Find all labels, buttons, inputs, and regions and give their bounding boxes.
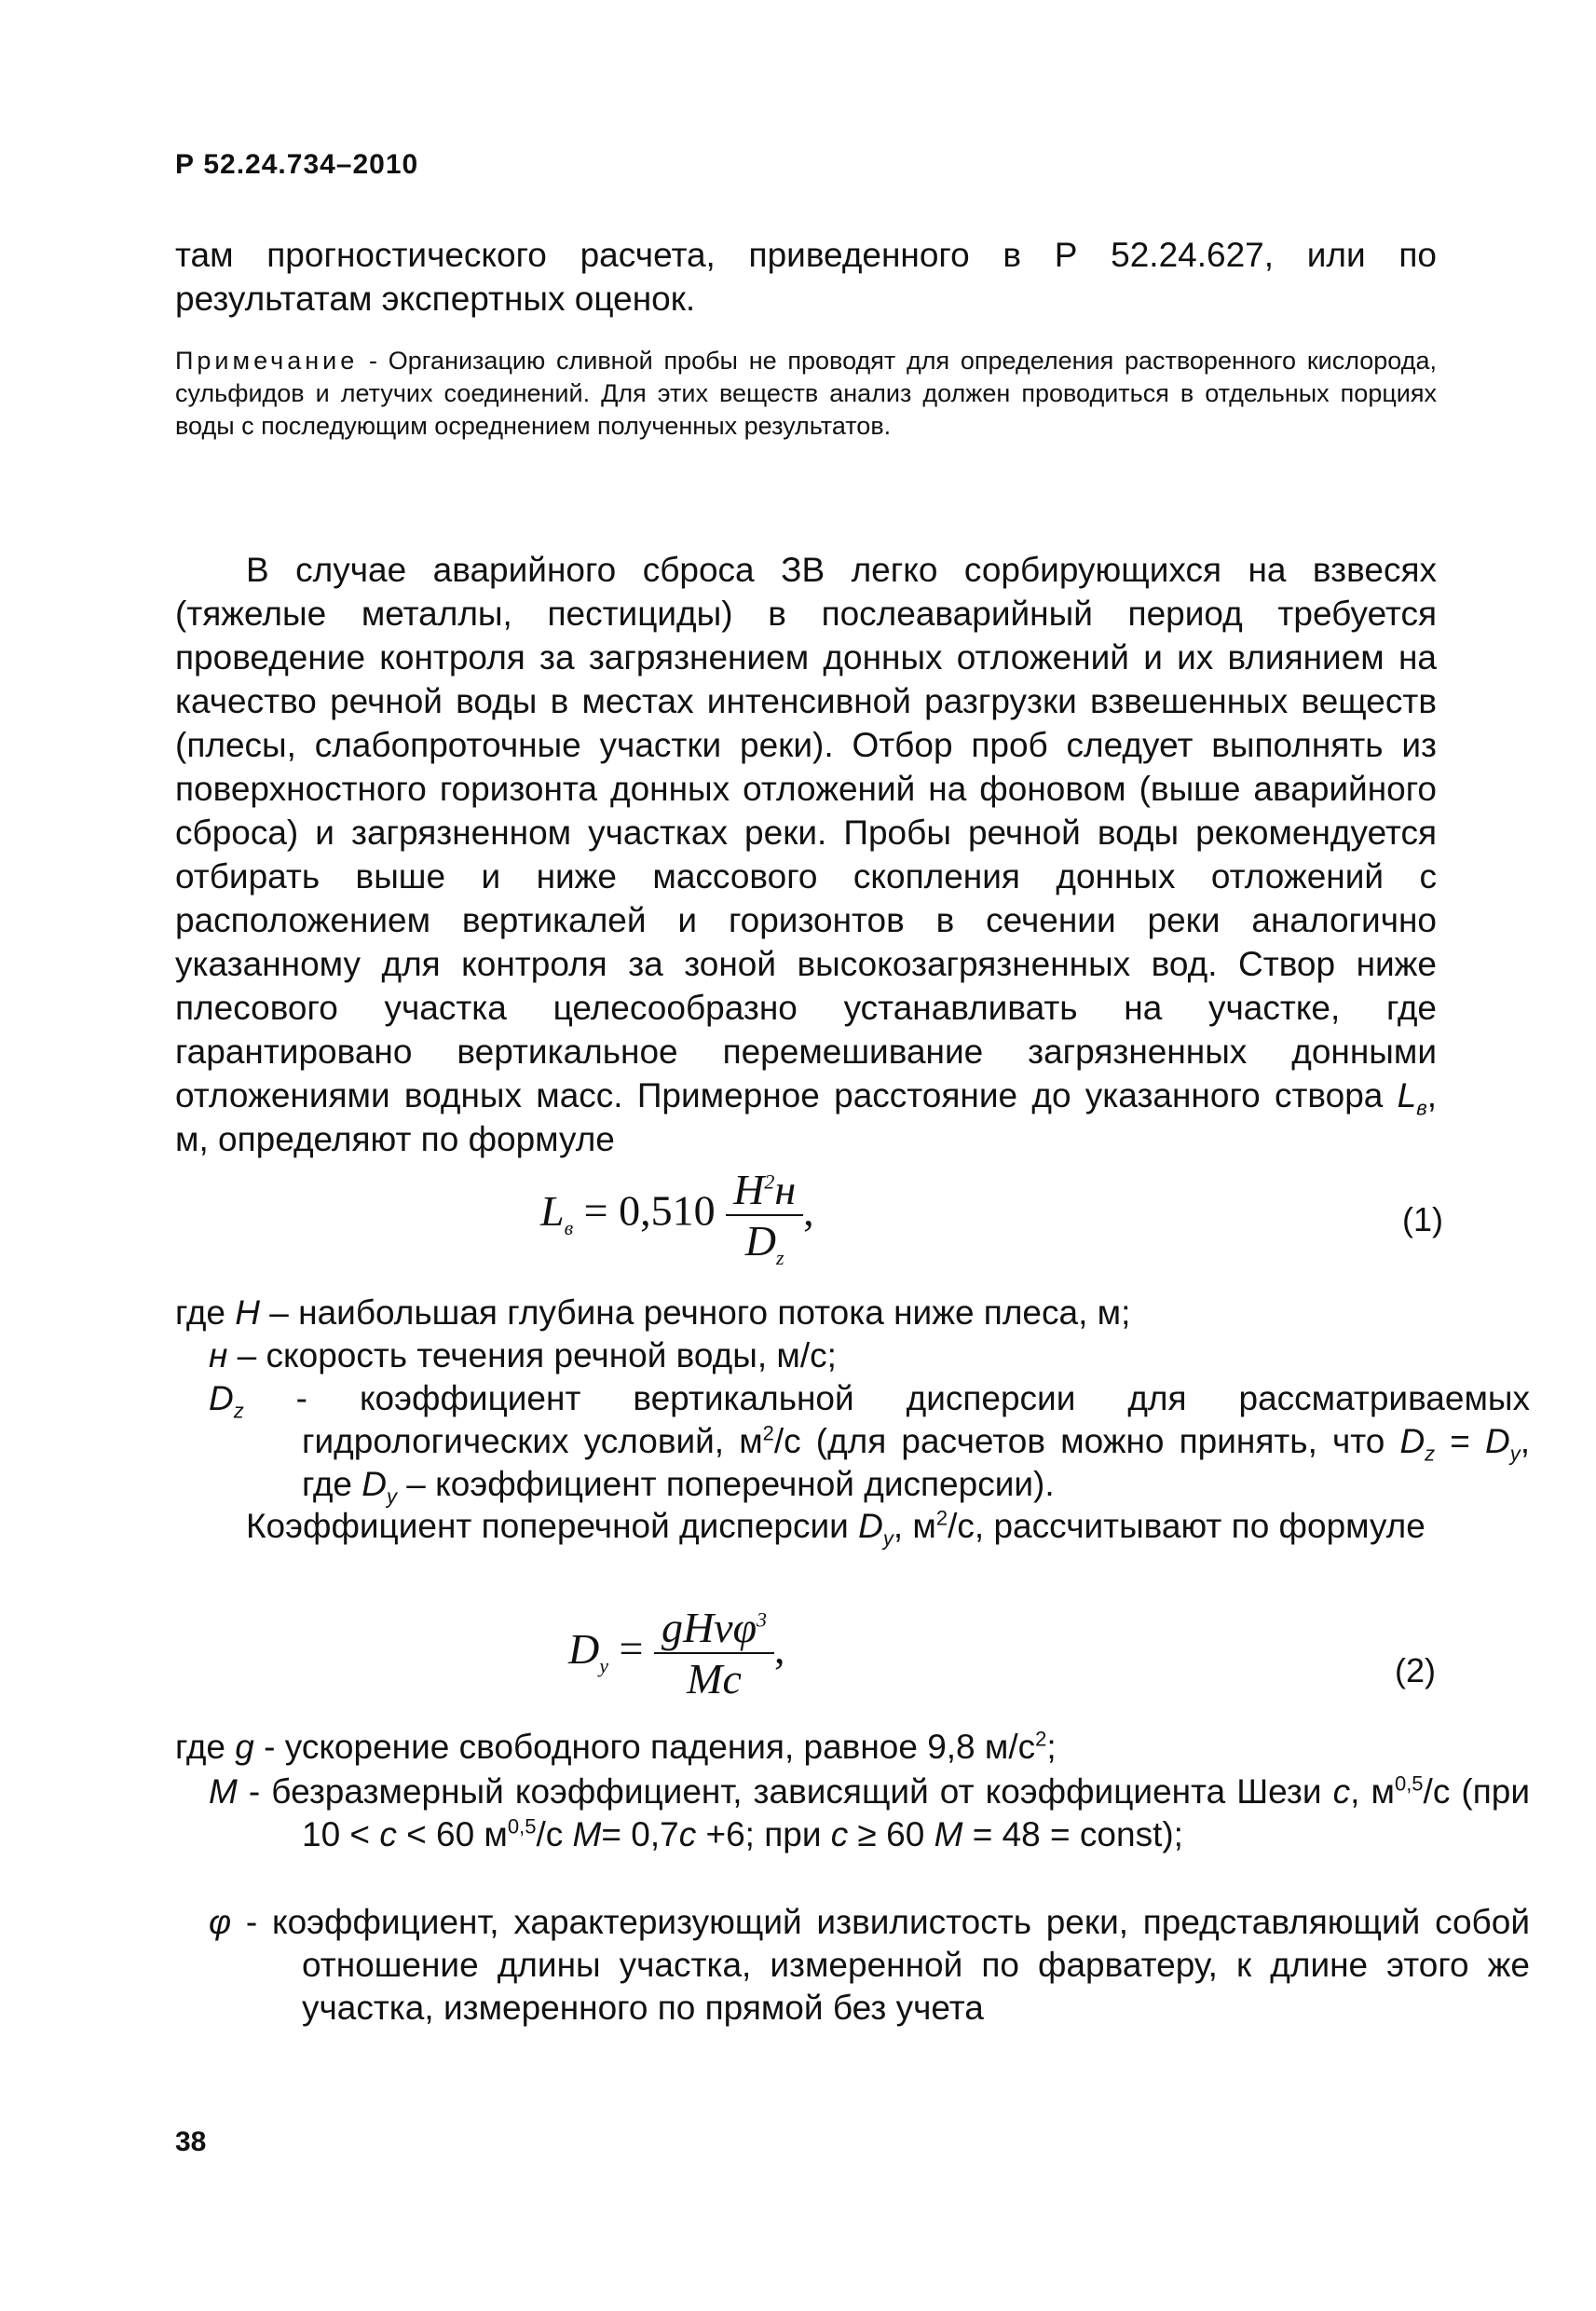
paragraph-body: В случае аварийного сброса ЗВ легко сорбирующихся на взвесях (тяжелые металлы, пестициды) в послеаварийный период требуется проведение контроля за загрязнением донных отложений и их влиянием на качество речной воды в местах интенсивной разгрузки взвешенных веществ (плесы, слабопроточные участки реки). Отбор проб следует выполнять из поверхностного горизонта донных отложений на фоновом (выше аварийного сброса) и загрязненном участках реки. Пробы речной воды рекомендуется отбирать выше и ниже массового скопления донных отложений с расположением вертикалей и горизонтов в сечении реки аналогично указанному для контроля за зоной высокозагрязненных вод. Створ ниже плесового участка целесообразно устанавливать на участке, где гарантировано вертикальное перемешивание загрязненных донными отложениями водных масс. Примерное расстояние до указанного створа xyxy=(175,551,1437,1114)
formula-2-comma: , xyxy=(774,1624,785,1673)
definition-g: где g - ускорение свободного падения, равное 9,8 $м/с^2$; xyxy=(175,1727,1057,1766)
formula-2-lhs: $D_y$ xyxy=(568,1624,608,1677)
formula-2-denominator: Mc xyxy=(687,1655,742,1702)
note-label: Примечание xyxy=(175,347,359,375)
formula-1 xyxy=(540,1165,1286,1270)
variable-l: $L_в$ xyxy=(1397,1076,1427,1120)
paragraph-transverse-dispersion: Коэффициент поперечной дисперсии $D_y$, $м^2/с$, рассчитывают по формуле xyxy=(246,1506,1425,1551)
note-text: - Организацию сливной пробы не проводят для определения растворенного кислорода, сульфидов и летучих соединений. Для этих веществ анализ должен проводиться в отдельных порциях воды с последующим осреднением полученных результатов. xyxy=(175,347,1437,440)
equation-number-2: (2) xyxy=(1395,1651,1436,1689)
equation-number-1: (1) xyxy=(1402,1200,1443,1238)
formula-1-comma: , xyxy=(803,1186,814,1235)
formula-1-coefficient: = 0,510 xyxy=(573,1186,716,1235)
formula-1-denominator: $D_z$ xyxy=(744,1217,784,1270)
definition-v: н – скорость течения речной воды, м/с; xyxy=(209,1336,837,1374)
definition-m: M - безразмерный коэффициент, зависящий от коэффициента Шези с, $м^{0,5}/с$ (при 10 < с < 60 $м^{0,5}/с$ М= 0,7с +6; при с ≥ 60 М = 48 = const); xyxy=(209,1771,1531,1853)
page-number: 38 xyxy=(175,2126,207,2157)
formula-2: $D_y$ = $\frac{gHv\varphi^3}{Mc}$ , xyxy=(568,1604,785,1702)
paragraph-continuation: там прогностического расчета, приведенного в Р 52.24.627, или по результатам экспертных оценок. xyxy=(175,236,1437,318)
formula-1-lhs: $L_в$ xyxy=(540,1186,574,1239)
formula-1-numerator: $H^2н$ xyxy=(726,1165,803,1216)
formula-1-fraction xyxy=(726,1165,803,1270)
definition-dz: $D_z$ - коэффициент вертикальной дисперсии для рассматриваемых гидрологических условий, $м^2/с$ (для расчетов можно принять, что $D_z = D_y$, где $D_y$ – коэффициент поперечной дисперсии). xyxy=(209,1379,1530,1509)
definition-h: где H – наибольшая глубина речного потока ниже плеса, м; xyxy=(175,1293,1131,1332)
paragraph-emergency-discharge xyxy=(175,548,1437,1161)
document-header: Р 52.24.734–2010 xyxy=(175,149,419,180)
formula-2-numerator: gHvφ$^3$ xyxy=(654,1603,774,1654)
note-block xyxy=(175,345,1437,443)
formula-2-fraction xyxy=(654,1603,774,1703)
paragraph-tail: , м, определяют по формуле xyxy=(175,1076,1437,1158)
definition-phi: φ - коэффициент, характеризующий извилистость реки, представляющий собой отношение длины участка, измеренной по фарватеру, к длине этого же участка, измеренного по прямой без учета xyxy=(209,1903,1530,2027)
